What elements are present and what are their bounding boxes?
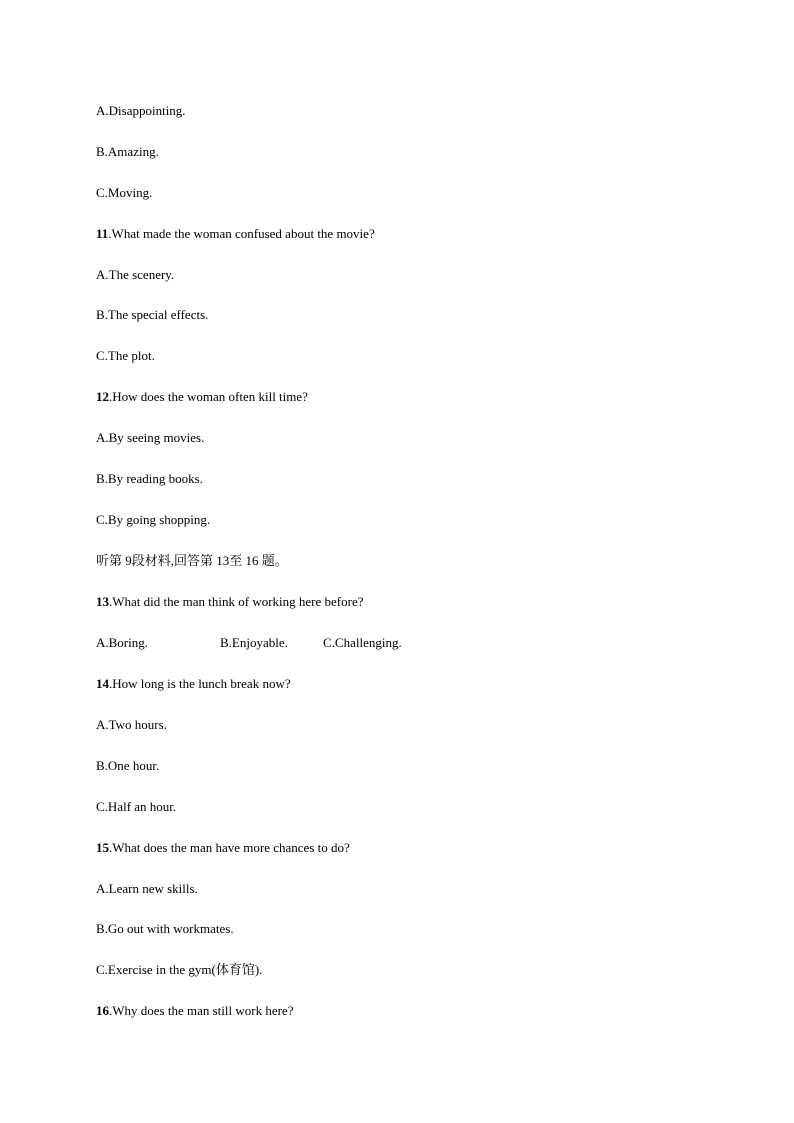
answer-option: B.Go out with workmates. — [96, 921, 234, 936]
answer-option: C.By going shopping. — [96, 512, 211, 527]
question-text: .Why does the man still work here? — [109, 1003, 294, 1018]
answer-option: B.One hour. — [96, 758, 160, 773]
answer-option: C.Exercise in the gym(体育馆). — [96, 962, 263, 977]
answer-option: B.Enjoyable. — [220, 635, 288, 650]
question-11 — [96, 226, 375, 242]
question-14 — [96, 676, 291, 692]
answer-option: C.Moving. — [96, 185, 153, 200]
question-text: .How does the woman often kill time? — [109, 389, 308, 404]
question-16 — [96, 1003, 293, 1019]
answer-option: A.Boring. — [96, 635, 148, 650]
answer-option: A.By seeing movies. — [96, 430, 205, 445]
answer-option: B.The special effects. — [96, 307, 209, 322]
answer-option: B.Amazing. — [96, 144, 159, 159]
question-number: 16 — [96, 1003, 109, 1018]
question-text: .What does the man have more chances to do? — [109, 840, 350, 855]
question-number: 11 — [96, 226, 109, 241]
section-instruction: 听第 9段材料,回答第 13至 16 题。 — [96, 553, 288, 568]
answer-option: B.By reading books. — [96, 471, 203, 486]
question-13 — [96, 594, 364, 610]
question-15 — [96, 840, 350, 856]
question-number: 15 — [96, 840, 109, 855]
answer-option: A.The scenery. — [96, 267, 175, 282]
question-text: .What made the woman confused about the movie? — [108, 226, 375, 241]
question-text: .What did the man think of working here before? — [109, 594, 364, 609]
answer-option: A.Learn new skills. — [96, 881, 198, 896]
answer-option: A.Two hours. — [96, 717, 167, 732]
question-number: 12 — [96, 389, 109, 404]
question-number: 14 — [96, 676, 109, 691]
answer-option: C.The plot. — [96, 348, 155, 363]
answer-option: C.Half an hour. — [96, 799, 177, 814]
answer-option: A.Disappointing. — [96, 103, 186, 118]
question-number: 13 — [96, 594, 109, 609]
question-text: .How long is the lunch break now? — [109, 676, 291, 691]
answer-option: C.Challenging. — [323, 635, 402, 650]
question-12 — [96, 389, 308, 405]
